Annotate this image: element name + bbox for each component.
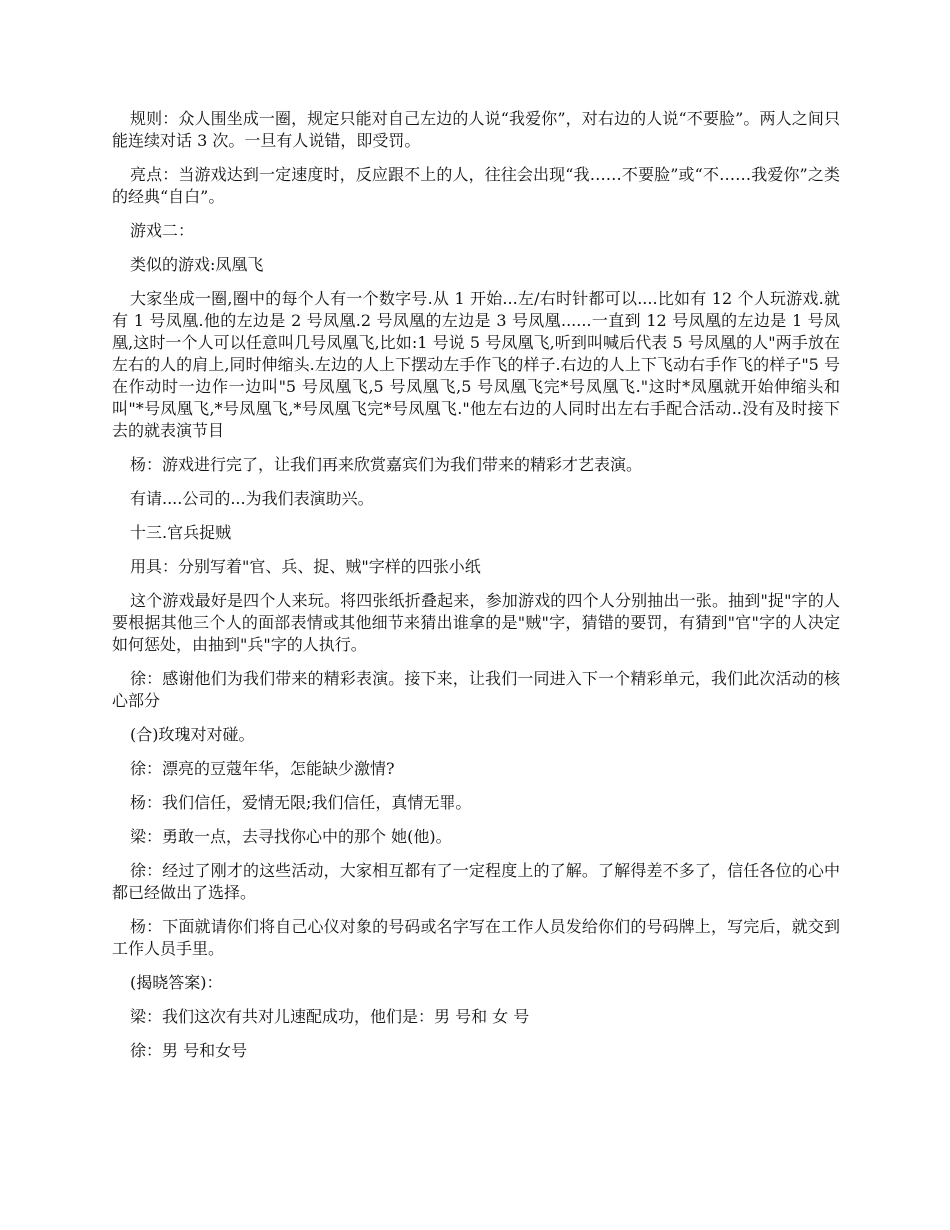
paragraph-highlight: 亮点：当游戏达到一定速度时，反应跟不上的人，往往会出现“我……不要脸”或“不……我爱你”之类的经典“自白”。 (112, 165, 840, 206)
paragraph-section-13-title: 十三.官兵捉贼 (130, 523, 232, 542)
paragraph-rules: 规则：众人围坐成一圈，规定只能对自己左边的人说“我爱你”，对右边的人说“不要脸”。两人之间只能连续对话 3 次。一旦有人说错，即受罚。 (112, 109, 840, 150)
paragraph-xu-choice: 徐：经过了刚才的这些活动，大家相互都有了一定程度上的了解。了解得差不多了，信任各位的心中都已经做出了选择。 (112, 861, 840, 902)
paragraph-officer-thief-rules: 这个游戏最好是四个人来玩。将四张纸折叠起来，参加游戏的四个人分别抽出一张。抽到"捉"字的人要根据其他三个人的面部表情或其他细节来猜出谁拿的是"贼"字，猜错的要罚，有猜到"官"字的人决定如何惩处，由抽到"兵"字的人执行。 (112, 591, 840, 654)
paragraph-yang-talent-show: 杨：游戏进行完了，让我们再来欣赏嘉宾们为我们带来的精彩才艺表演。 (130, 455, 643, 474)
paragraph-reveal-answer: (揭晓答案)： (130, 973, 223, 992)
paragraph-yang-trust: 杨：我们信任，爱情无限;我们信任，真情无罪。 (130, 793, 472, 812)
paragraph-game-two: 游戏二： (130, 221, 195, 240)
document-page (112, 108, 840, 1074)
paragraph-materials: 用具：分别写着"官、兵、捉、贼"字样的四张小纸 (130, 557, 481, 576)
paragraph-xu-numbers: 徐：男 号和女号 (130, 1041, 248, 1060)
paragraph-rose-match: (合)玫瑰对对碰。 (130, 725, 255, 744)
paragraph-yang-instructions: 杨：下面就请你们将自己心仪对象的号码或名字写在工作人员发给你们的号码牌上，写完后，就交到工作人员手里。 (112, 917, 840, 958)
paragraph-invite-company: 有请....公司的...为我们表演助兴。 (130, 489, 374, 508)
paragraph-xu-passion: 徐：漂亮的豆蔻年华，怎能缺少激情? (130, 759, 395, 778)
paragraph-liang-courage: 梁：勇敢一点，去寻找你心中的那个 她(他)。 (130, 827, 452, 846)
paragraph-similar-game: 类似的游戏:凤凰飞 (130, 255, 264, 274)
paragraph-xu-thanks: 徐：感谢他们为我们带来的精彩表演。接下来，让我们一同进入下一个精彩单元，我们此次活动的核心部分 (112, 669, 840, 710)
paragraph-liang-pairs: 梁：我们这次有共对儿速配成功，他们是：男 号和 女 号 (130, 1007, 530, 1026)
paragraph-phoenix-rules: 大家坐成一圈,圈中的每个人有一个数字号.从 1 开始...左/右时针都可以....比如有 12 个人玩游戏.就有 1 号凤凰.他的左边是 2 号凤凰.2 号凤凰的左边是 3 号凤凰......一直到 12 号凤凰的左边是 1 号凤凰,这时一个人可以任意叫几号凤凰飞,比如:1 号说 5 号凤凰飞,听到叫喊后代表 5 号凤凰的人"两手放在左右的人的肩上,同时伸缩头.左边的人上下摆动左手作飞的样子.右边的人上下飞动右手作飞的样子"5 号在作动时一边作一边叫"5 号凤凰飞,5 号凤凰飞,5 号凤凰飞完*号凤凰飞."这时*凤凰就开始伸缩头和叫"*号凤凰飞,*号凤凰飞,*号凤凰飞完*号凤凰飞."他左右边的人同时出左右手配合活动..没有及时接下去的就表演节目 (112, 289, 840, 440)
